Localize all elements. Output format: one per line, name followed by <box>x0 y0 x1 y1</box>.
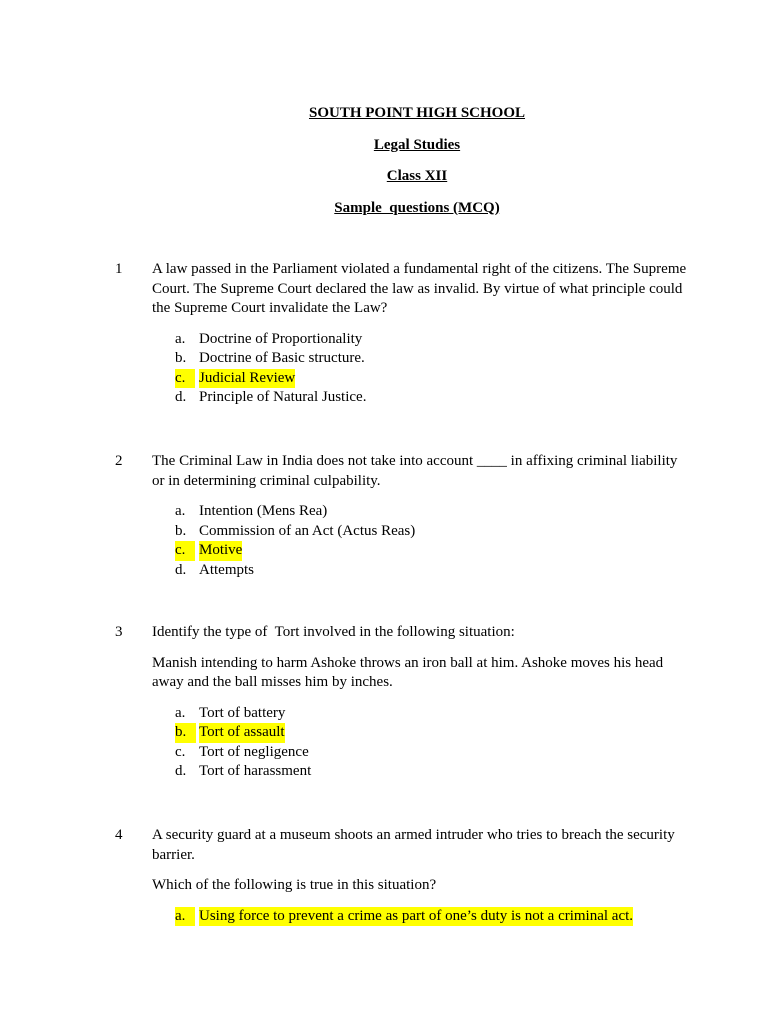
options-list <box>152 330 692 408</box>
question-body <box>152 826 692 926</box>
option-d: d. Principle of Natural Justice. <box>175 389 367 405</box>
question-body <box>152 260 692 408</box>
options-list <box>152 502 692 580</box>
option-d: d. Tort of harassment <box>175 763 312 779</box>
question-number: 4 <box>115 827 123 843</box>
option-b-answer: b. Tort of assault <box>152 723 692 743</box>
paper-title: Sample questions (MCQ) <box>334 199 500 216</box>
options-list <box>152 704 692 782</box>
question-text: A law passed in the Parliament violated a fundamental right of the citizens. The Supreme Court. The Supreme Court declared the law as invalid. By virtue of what principle could the Supreme Court invalidate the Law? <box>152 261 687 316</box>
question-body <box>152 452 692 580</box>
class-title: Class XII <box>386 168 448 184</box>
option-b: b. Doctrine of Basic structure. <box>175 350 365 366</box>
option-a: a. Doctrine of Proportionality <box>175 330 363 347</box>
document-header <box>0 104 768 230</box>
question-text: A security guard at a museum shoots an armed intruder who tries to breach the security barrier. <box>152 827 675 863</box>
option-c: c. Tort of negligence <box>175 743 309 760</box>
question-prompt: Which of the following is true in this situation? <box>152 877 437 893</box>
option-a: a. Intention (Mens Rea) <box>175 503 328 519</box>
options-list <box>152 907 692 927</box>
option-a: a. Tort of battery <box>175 704 286 721</box>
option-b: b. Commission of an Act (Actus Reas) <box>175 522 416 539</box>
question-number: 1 <box>115 261 123 277</box>
option-d: d. Attempts <box>175 561 254 578</box>
question-scenario: Manish intending to harm Ashoke throws an iron ball at him. Ashoke moves his head away and the ball misses him by inches. <box>152 654 664 690</box>
question-text: The Criminal Law in India does not take into account ____ in affixing criminal liability or in determining criminal culpability. <box>152 453 678 489</box>
question-number: 2 <box>115 453 123 469</box>
option-c-answer: c. Judicial Review <box>152 369 692 389</box>
question-number: 3 <box>115 624 123 640</box>
question-body <box>152 623 692 782</box>
question-text: Identify the type of Tort involved in the following situation: <box>152 624 515 640</box>
option-a-answer: a. Using force to prevent a crime as part of one’s duty is not a criminal act. <box>152 907 692 927</box>
school-name: SOUTH POINT HIGH SCHOOL <box>308 105 526 121</box>
option-c-answer: c. Motive <box>152 541 692 561</box>
subject-title: Legal Studies <box>373 136 461 153</box>
